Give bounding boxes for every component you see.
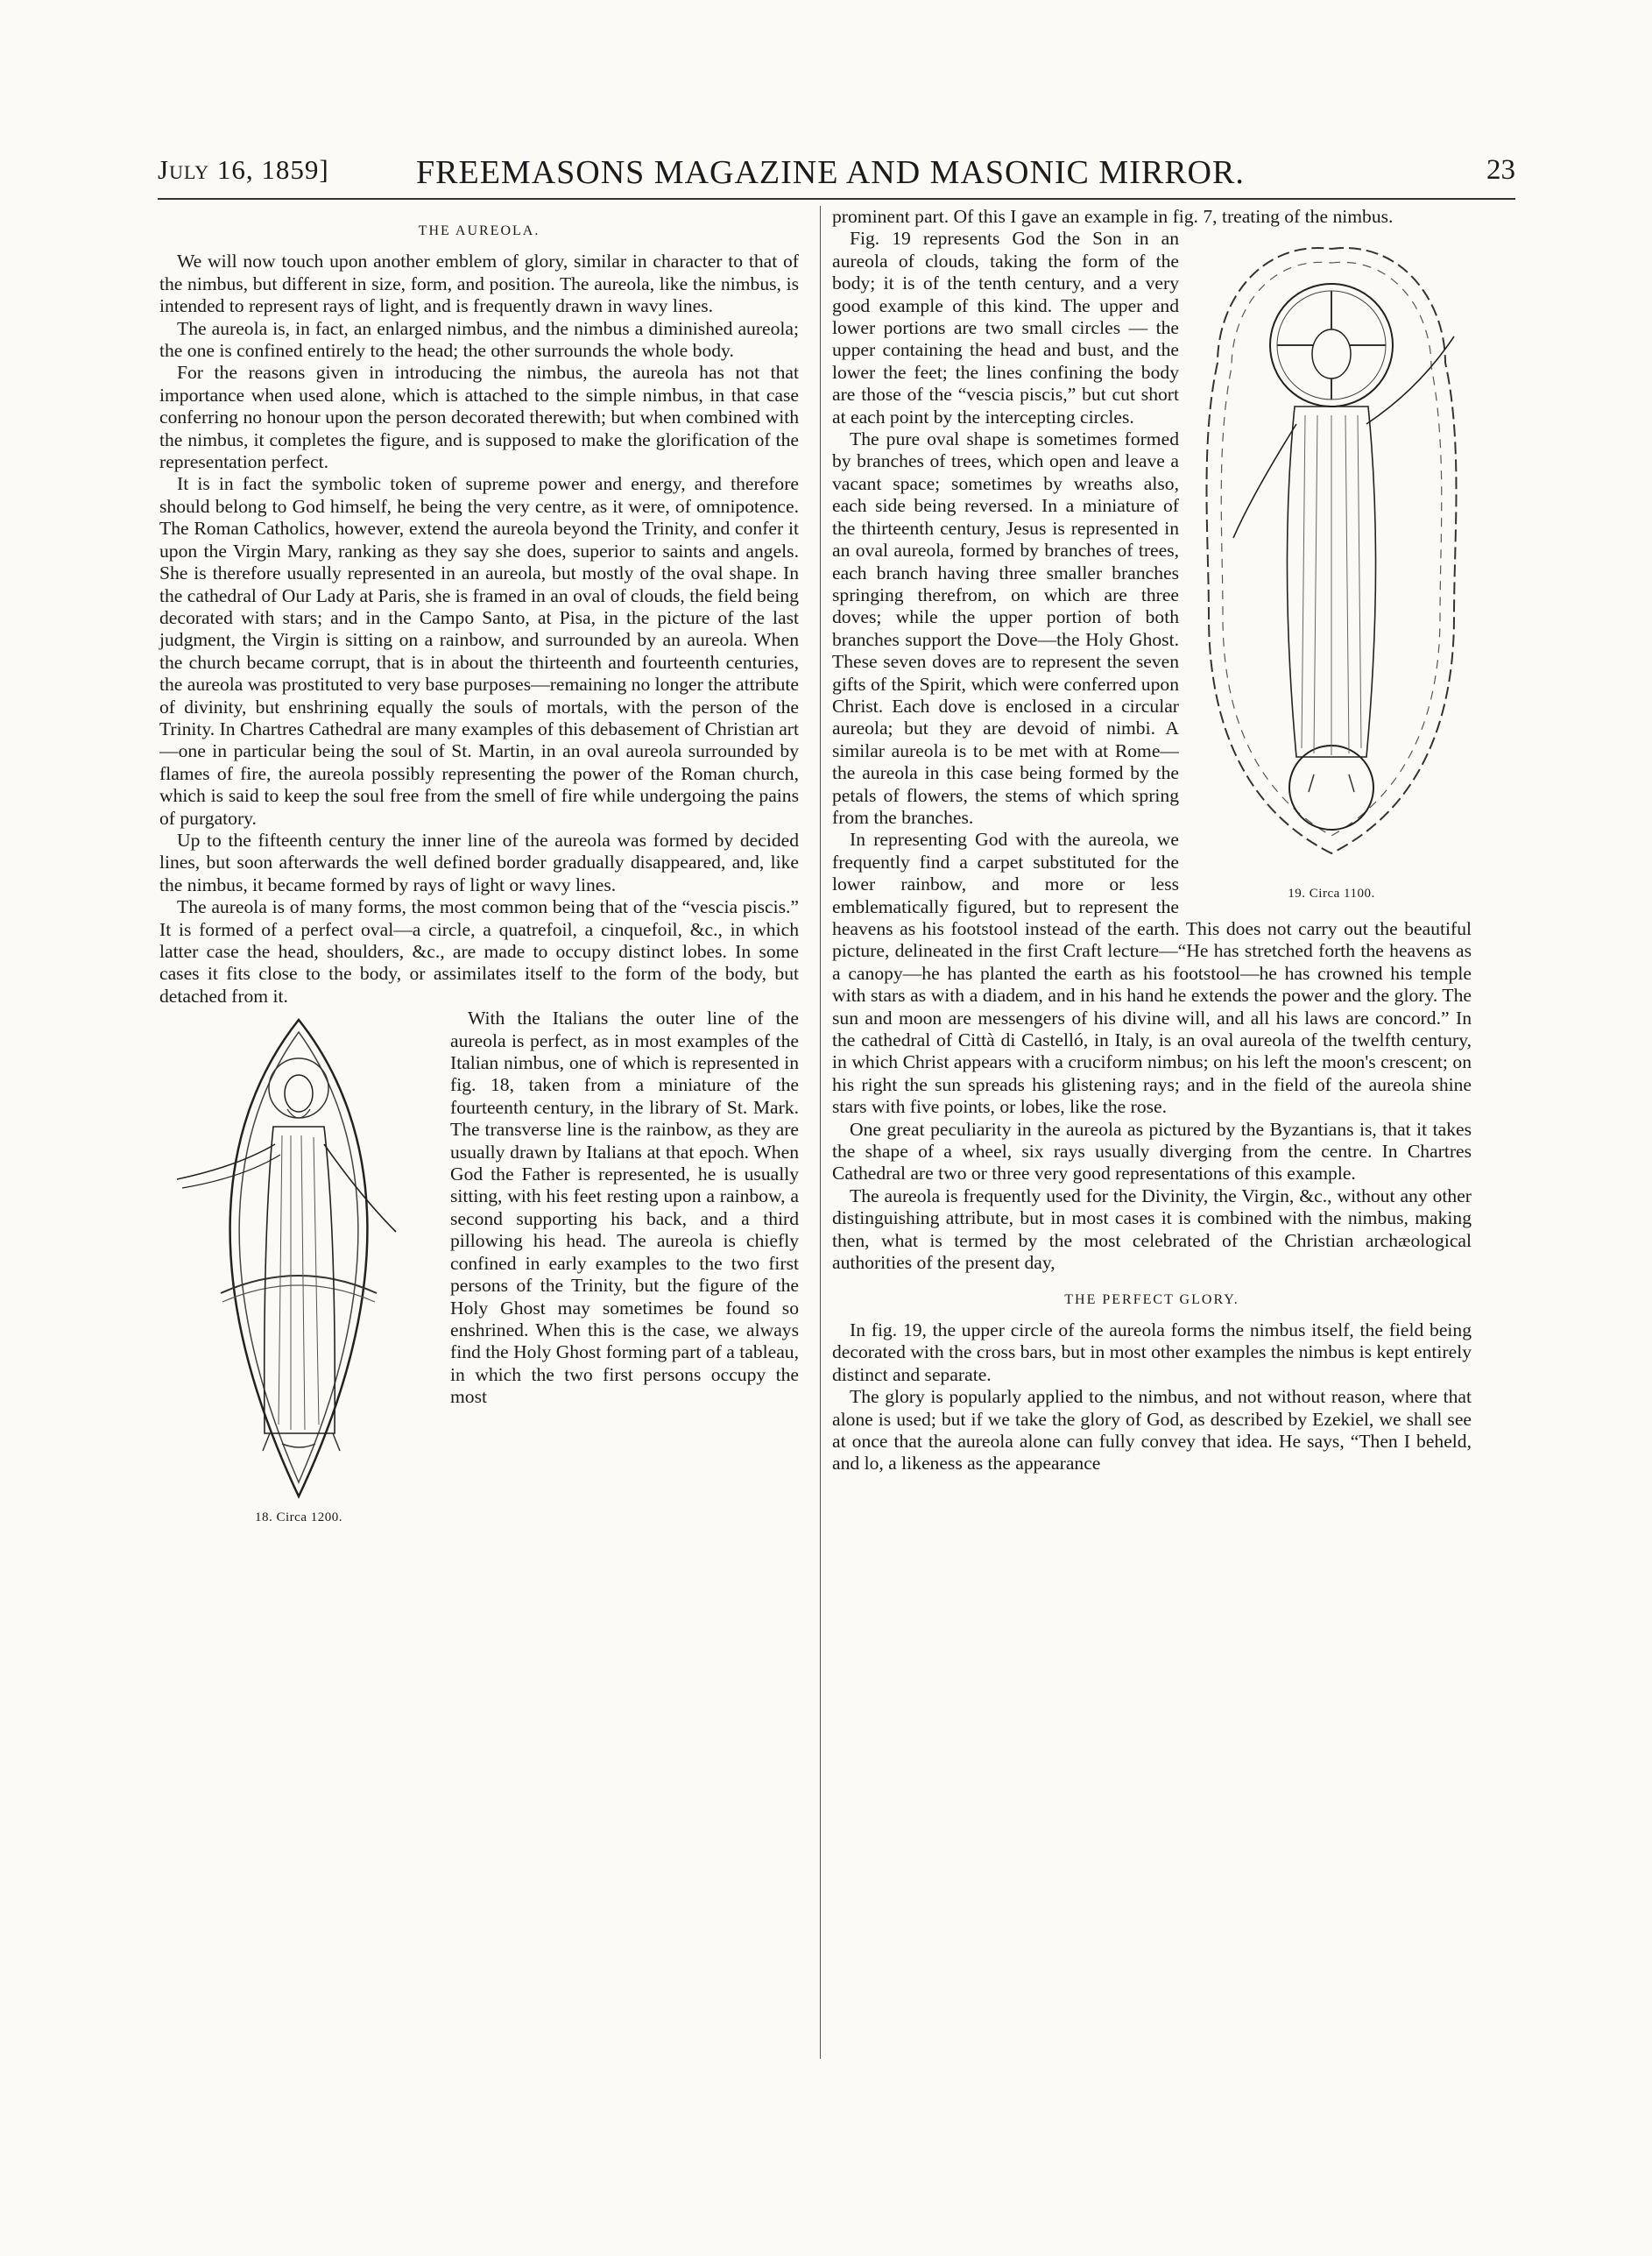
paragraph: In representing God with the aureola, we frequently find a carpet substituted for the lower rainbow, and more or less emblematically figured, but to represent the heavens as his footstool instead of the earth. This does not carry out the beautiful picture, delineated in the first Craft lecture—“He has stretched forth the heavens as a canopy—he has planted the earth as his footstool—he has crowned his temple with stars as with a diadem, and in his hand he extends the power and the glory. The sun and moon are messengers of his divine will, and all his laws are concord.” In the cathedral of Città di Castelló, in Italy, is an oval aureola of the twelfth century, in which Christ appears with a cruciform nimbus; on his left the moon's crescent; on his right the sun spreads his glistening rays; and in the field of the aureola shine stars with five points, or lobes, like the rose. <box>832 829 1472 1118</box>
paragraph: Up to the fifteenth century the inner line of the aureola was formed by decided lines, but soon afterwards the well defined border gradually disappeared, and, like the nimbus, it became formed by rays of light or wavy lines. <box>159 829 799 895</box>
figure-19-caption: 19. Circa 1100. <box>1288 887 1375 902</box>
page-number: 23 <box>1486 154 1515 186</box>
paragraph: For the reasons given in introducing the nimbus, the aureola has not that importance when used alone, which is attached to the simple nimbus, in that case conferring no honour upon the person decorated therewith; but when combined with the nimbus, it completes the figure, and is supposed to make the glorification of the representation perfect. <box>159 362 799 473</box>
right-column <box>832 206 1472 1475</box>
header-rule <box>158 198 1515 200</box>
header-date: July 16, 1859] <box>158 154 329 185</box>
paragraph: Fig. 19 represents God the Son in an aureola of clouds, taking the form of the body; it is of the tenth century, and a very good example of this kind. The upper and lower portions are two small circles — the upper containing the head and bust, and the lower the feet; the lines confining the body are those of the “vescia piscis,” but cut short at each point by the intercepting circles. <box>832 228 1179 428</box>
section-heading-perfect-glory: THE PERFECT GLORY. <box>1064 1291 1239 1307</box>
figure-19-illustration <box>1191 231 1472 880</box>
paragraph: The aureola is frequently used for the Divinity, the Virgin, &c., without any other distinguishing attribute, but in most cases it is combined with the nimbus, making then, what is termed by the most celebrated of the Christian archæological authorities of the present day, <box>832 1185 1472 1274</box>
paragraph: We will now touch upon another emblem of glory, similar in character to that of the nimbus, but different in size, form, and position. The aureola, like the nimbus, is intended to represent rays of light, and is frequently drawn in wavy lines. <box>159 251 799 317</box>
section-heading-aureola: THE AUREOLA. <box>418 223 540 238</box>
paragraph: prominent part. Of this I gave an example in fig. 7, treating of the nimbus. <box>832 206 1394 227</box>
header-title: FREEMASONS MAGAZINE AND MASONIC MIRROR. <box>416 154 1245 191</box>
paragraph: One great peculiarity in the aureola as pictured by the Byzantians is, that it takes the shape of a wheel, six rays usually diverging from the centre. In Chartres Cathedral are two or three very good representations of this example. <box>832 1118 1472 1185</box>
column-divider <box>820 206 821 2059</box>
paragraph: In fig. 19, the upper circle of the aureola forms the nimbus itself, the field being decorated with the cross bars, but in most other examples the nimbus is kept entirely distinct and separate. <box>832 1319 1472 1385</box>
figure-19 <box>1191 231 1472 905</box>
paragraph: It is in fact the symbolic token of supreme power and energy, and therefore should belong to God himself, he being the very centre, as it were, of omnipotence. The Roman Catholics, however, extend the aureola beyond the Trinity, and confer it upon the Virgin Mary, ranking as they say she does, superior to saints and angels. She is therefore usually represented in an aureola, but mostly of the oval shape. In the cathedral of Our Lady at Paris, she is framed in an oval of clouds, the field being decorated with stars; and in the Campo Santo, at Pisa, in the picture of the last judgment, the Virgin is sitting on a rainbow, and surrounded by an aureola. When the church became corrupt, that is in about the thirteenth and fourteenth centuries, the aureola was prostituted to very base purposes—remaining no longer the attribute of divinity, but enshrining equally the souls of mortals, with the person of the Trinity. In Chartres Cathedral are many examples of this debasement of Christian art—one in particular being the soul of St. Martin, in an oval aureola surrounded by flames of fire, the aureola possibly representing the power of the Roman church, which is said to keep the soul free from the smell of fire while undergoing the pains of purgatory. <box>159 473 800 829</box>
paragraph: The pure oval shape is sometimes formed by branches of trees, which open and leave a vacant space; sometimes by wreaths also, each side being reversed. In a miniature of the thirteenth century, Jesus is represented in an oval aureola, formed by branches of trees, each branch having three smaller branches springing therefrom, on which are three doves; while the upper portion of both branches support the Dove—the Holy Ghost. These seven doves are to represent the seven gifts of the Spirit, which were conferred upon Christ. Each dove is enclosed in a circular aureola; but they are devoid of nimbi. A similar aureola is to be met with at Rome—the aureola in this case being formed by the petals of flowers, the stems of which spring from the branches. <box>832 428 1179 828</box>
paragraph: With the Italians the outer line of the aureola is perfect, as in most examples of the Italian nimbus, one of which is represented in fig. 18, taken from a miniature of the fourteenth century, in the library of St. Mark. The transverse line is the rainbow, as they are usually drawn by Italians at that epoch. When God the Father is represented, he is usually sitting, with his feet resting upon a rainbow, a second supporting his back, and a third pillowing his head. The aureola is chiefly confined in early examples to the two first persons of the Trinity, but the figure of the Holy Ghost may sometimes be found so enshrined. When this is the case, we always find the Holy Ghost forming part of a tableau, in which the two first persons occupy the most <box>450 1008 799 1408</box>
figure-18-illustration <box>159 1013 438 1503</box>
left-column <box>159 206 799 1533</box>
paragraph: The aureola is, in fact, an enlarged nimbus, and the nimbus a diminished aureola; the one is confined entirely to the head; the other surrounds the whole body. <box>159 317 799 362</box>
paragraph: The aureola is of many forms, the most common being that of the “vescia piscis.” It is formed of a perfect oval—a circle, a quatrefoil, a cinquefoil, &c., in which latter case the head, shoulders, &c., are made to occupy distinct lobes. In some cases it fits close to the body, or assimilates itself to the form of the body, but detached from it. <box>159 896 799 1007</box>
figure-18 <box>159 1013 438 1529</box>
paragraph: The glory is popularly applied to the nimbus, and not without reason, where that alone is used; but if we take the glory of God, as described by Ezekiel, we shall see at once that the aureola alone can fully convey that idea. He says, “Then I beheld, and lo, a likeness as the appearance <box>832 1386 1472 1475</box>
page-header <box>158 154 1515 198</box>
figure-18-caption: 18. Circa 1200. <box>255 1510 342 1525</box>
